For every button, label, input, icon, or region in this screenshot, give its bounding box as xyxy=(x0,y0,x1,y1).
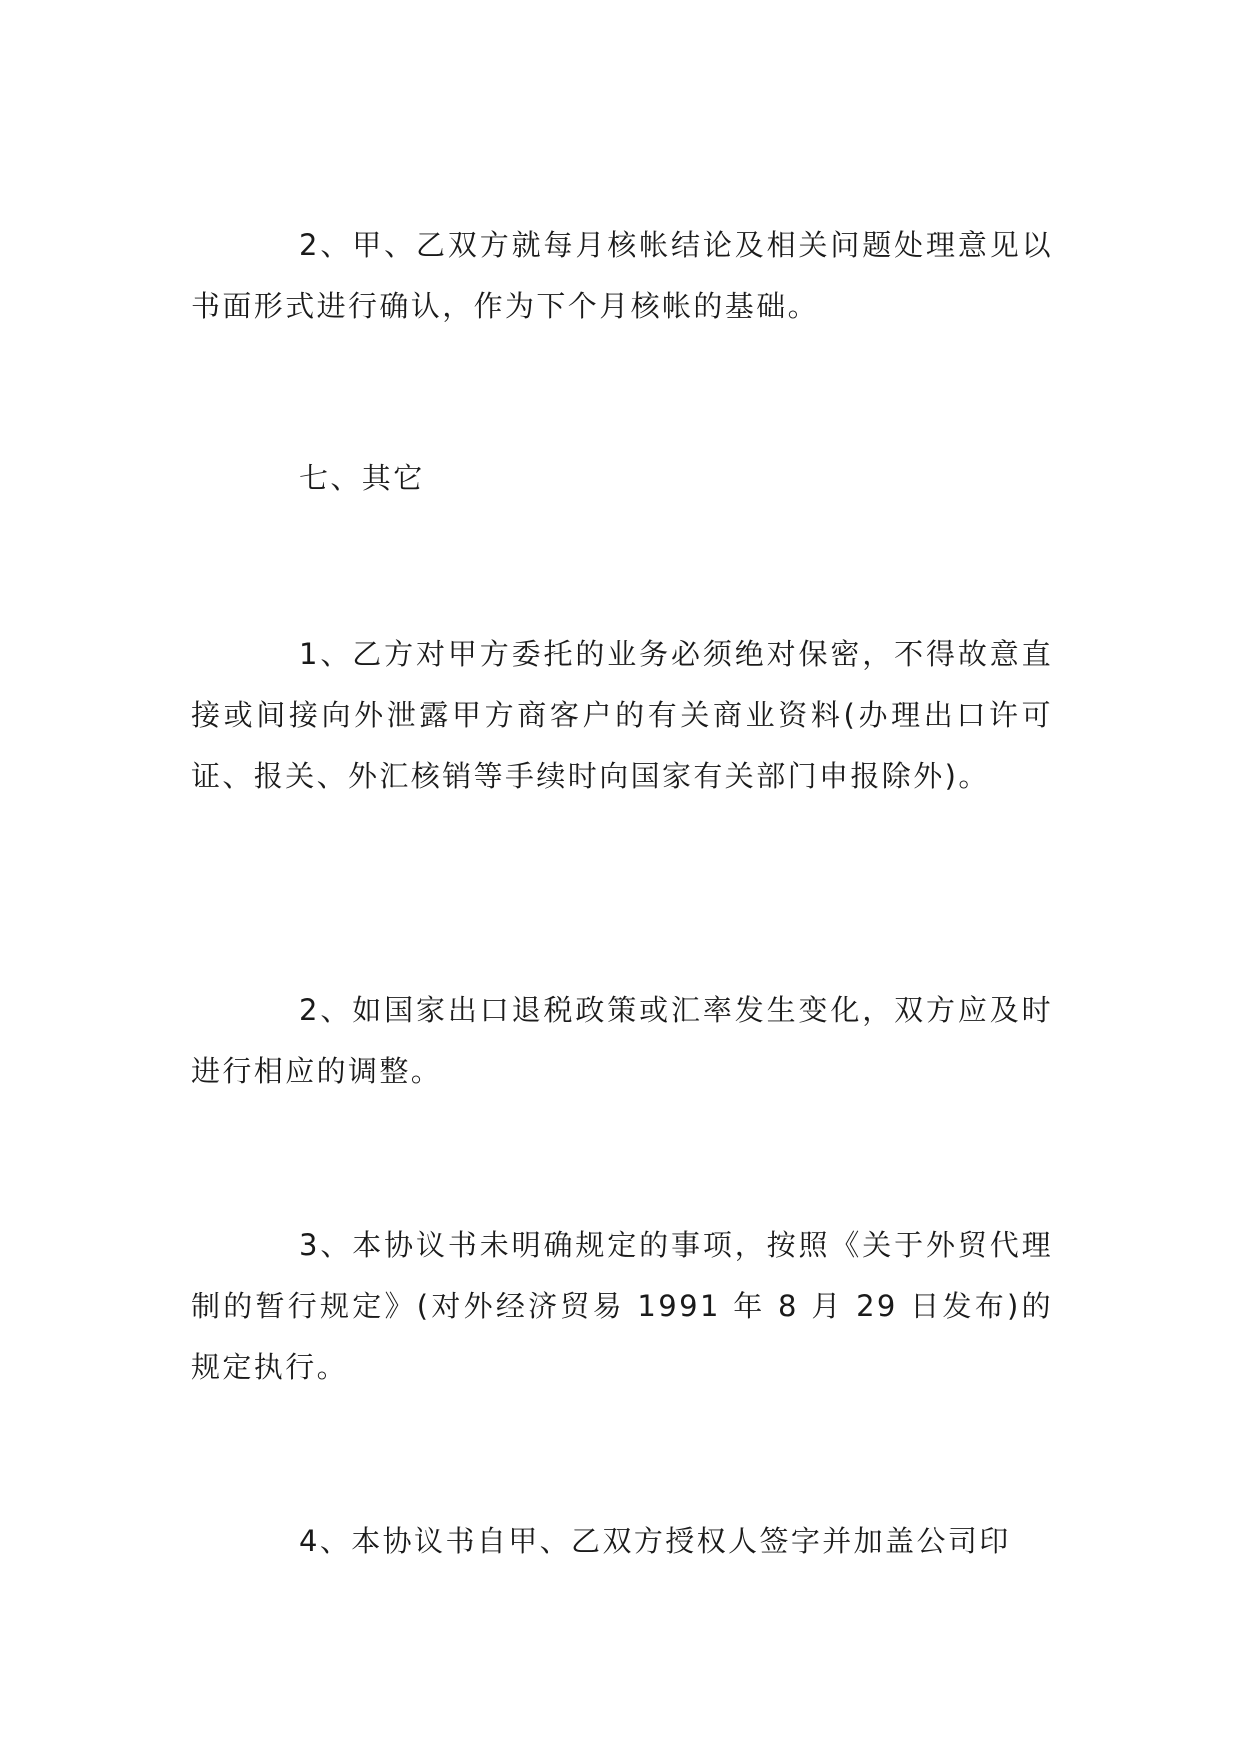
clause-paragraph-confidentiality: 1、乙方对甲方委托的业务必须绝对保密，不得故意直接或间接向外泄露甲方商客户的有关商业资料(办理出口许可证、报关、外汇核销等手续时向国家有关部门申报除外)。 xyxy=(191,637,1053,793)
section-heading-other: 七、其它 xyxy=(299,461,425,495)
clause-paragraph-regulation: 3、本协议书未明确规定的事项，按照《关于外贸代理制的暂行规定》(对外经济贸易 1991 年 8 月 29 日发布)的规定执行。 xyxy=(191,1228,1053,1384)
clause-paragraph-policy-change: 2、如国家出口退税政策或汇率发生变化，双方应及时进行相应的调整。 xyxy=(191,993,1053,1088)
clause-paragraph-confirmation: 2、甲、乙双方就每月核帐结论及相关问题处理意见以书面形式进行确认，作为下个月核帐的基础。 xyxy=(191,228,1053,323)
clause-paragraph-effective: 4、本协议书自甲、乙双方授权人签字并加盖公司印 xyxy=(299,1524,1011,1558)
